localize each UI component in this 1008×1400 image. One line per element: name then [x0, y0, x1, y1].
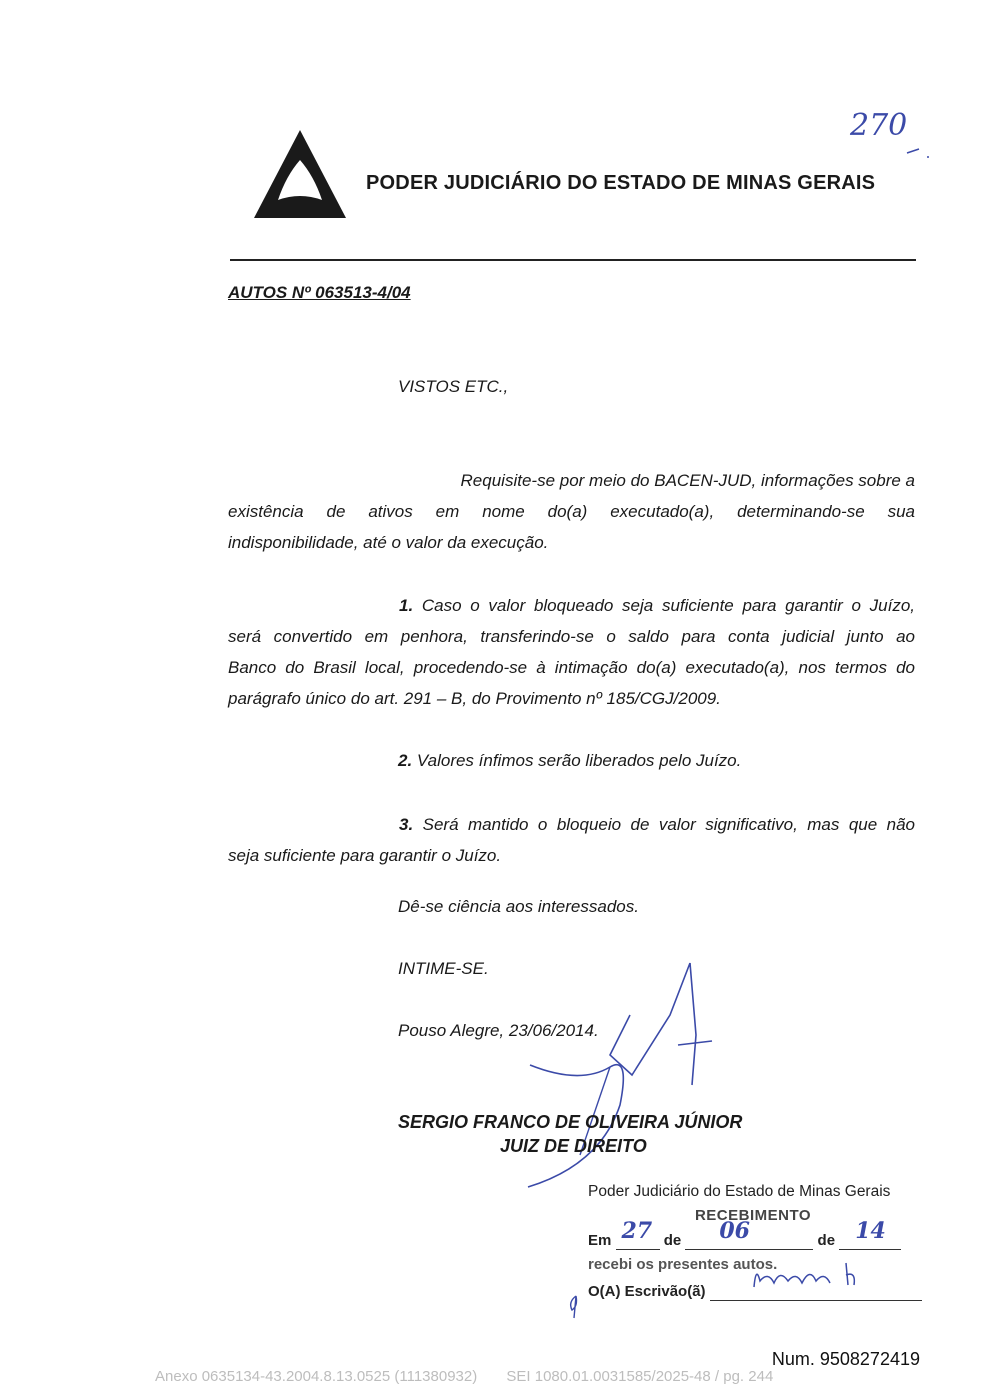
item-1 — [228, 590, 915, 714]
stamp-de-label: de — [817, 1232, 836, 1249]
item-2 — [398, 745, 741, 776]
paragraph-line: existência de ativos em nome do(a) executado(a), determinando-se sua — [228, 502, 915, 521]
stamp-month-field — [685, 1218, 813, 1250]
paragraph-line: Será mantido o bloqueio de valor significativo, mas que não — [422, 815, 915, 834]
document-number: Num. 9508272419 — [771, 1349, 920, 1369]
ciencia-text: Dê-se ciência aos interessados. — [398, 897, 639, 916]
paragraph-line: Requisite-se por meio do BACEN-JUD, informações sobre a — [460, 471, 915, 490]
stamp-day-field — [616, 1218, 660, 1250]
stamp-recebi: recebi os presentes autos. — [588, 1256, 778, 1273]
stamp-em-label: Em — [588, 1232, 612, 1249]
stamp-year-field — [839, 1218, 901, 1250]
handwritten-mark — [905, 145, 935, 161]
header-divider — [230, 259, 916, 261]
item-number: 2. — [398, 751, 413, 770]
stamp-month: 06 — [719, 1218, 750, 1244]
paragraph-line: Caso o valor bloqueado seja suficiente para garantir o Juízo, — [421, 596, 915, 615]
page-title: PODER JUDICIÁRIO DO ESTADO DE MINAS GERAIS — [366, 172, 876, 194]
item-3 — [228, 809, 915, 871]
paragraph-line: indisponibilidade, até o valor da execução. — [228, 533, 549, 552]
stamp-escrivao-label: O(A) Escrivão(ã) — [588, 1283, 706, 1300]
stamp-heading: RECEBIMENTO — [694, 1207, 812, 1224]
stamp-date-row — [588, 1218, 918, 1250]
judge-signature — [520, 955, 720, 1195]
handwritten-page-number: 270 — [850, 108, 908, 143]
judge-title: JUIZ DE DIREITO — [500, 1136, 647, 1156]
case-number: AUTOS Nº 063513-4/04 — [228, 283, 411, 302]
paragraph-intro — [228, 465, 915, 558]
place-date: Pouso Alegre, 23/06/2014. — [398, 1021, 599, 1040]
vistos-heading: VISTOS ETC., — [398, 377, 509, 396]
paragraph-line: parágrafo único do art. 291 – B, do Provimento nº 185/CGJ/2009. — [228, 689, 721, 708]
intime-text: INTIME-SE. — [398, 959, 489, 978]
receipt-stamp — [588, 1183, 918, 1301]
escrivao-signature-field — [710, 1283, 922, 1301]
judge-name: SERGIO FRANCO DE OLIVEIRA JÚNIOR — [398, 1112, 743, 1132]
paragraph-line: Banco do Brasil local, procedendo-se à intimação do(a) executado(a), nos termos do — [228, 658, 915, 677]
paragraph-line: seja suficiente para garantir o Juízo. — [228, 846, 502, 865]
paragraph-line: será convertido em penhora, transferindo-se o saldo para conta judicial junto ao — [228, 627, 915, 646]
escrivao-signature — [750, 1261, 860, 1291]
item-number: 1. — [399, 596, 414, 615]
paragraph-line: Valores ínfimos serão liberados pelo Juízo. — [416, 751, 742, 770]
footer-reference: Anexo 0635134-43.2004.8.13.0525 (111380932) SEI 1080.01.0031585/2025-48 / pg. 244 — [155, 1368, 774, 1385]
stamp-escrivao-row — [588, 1283, 918, 1301]
stamp-day: 27 — [621, 1218, 653, 1244]
stamp-year: 14 — [855, 1218, 886, 1244]
stamp-initial-mark — [566, 1292, 582, 1320]
item-number: 3. — [399, 815, 414, 834]
tjmg-logo — [250, 126, 350, 224]
stamp-de-label: de — [663, 1232, 682, 1249]
stamp-org: Poder Judiciário do Estado de Minas Gerais — [588, 1183, 891, 1200]
